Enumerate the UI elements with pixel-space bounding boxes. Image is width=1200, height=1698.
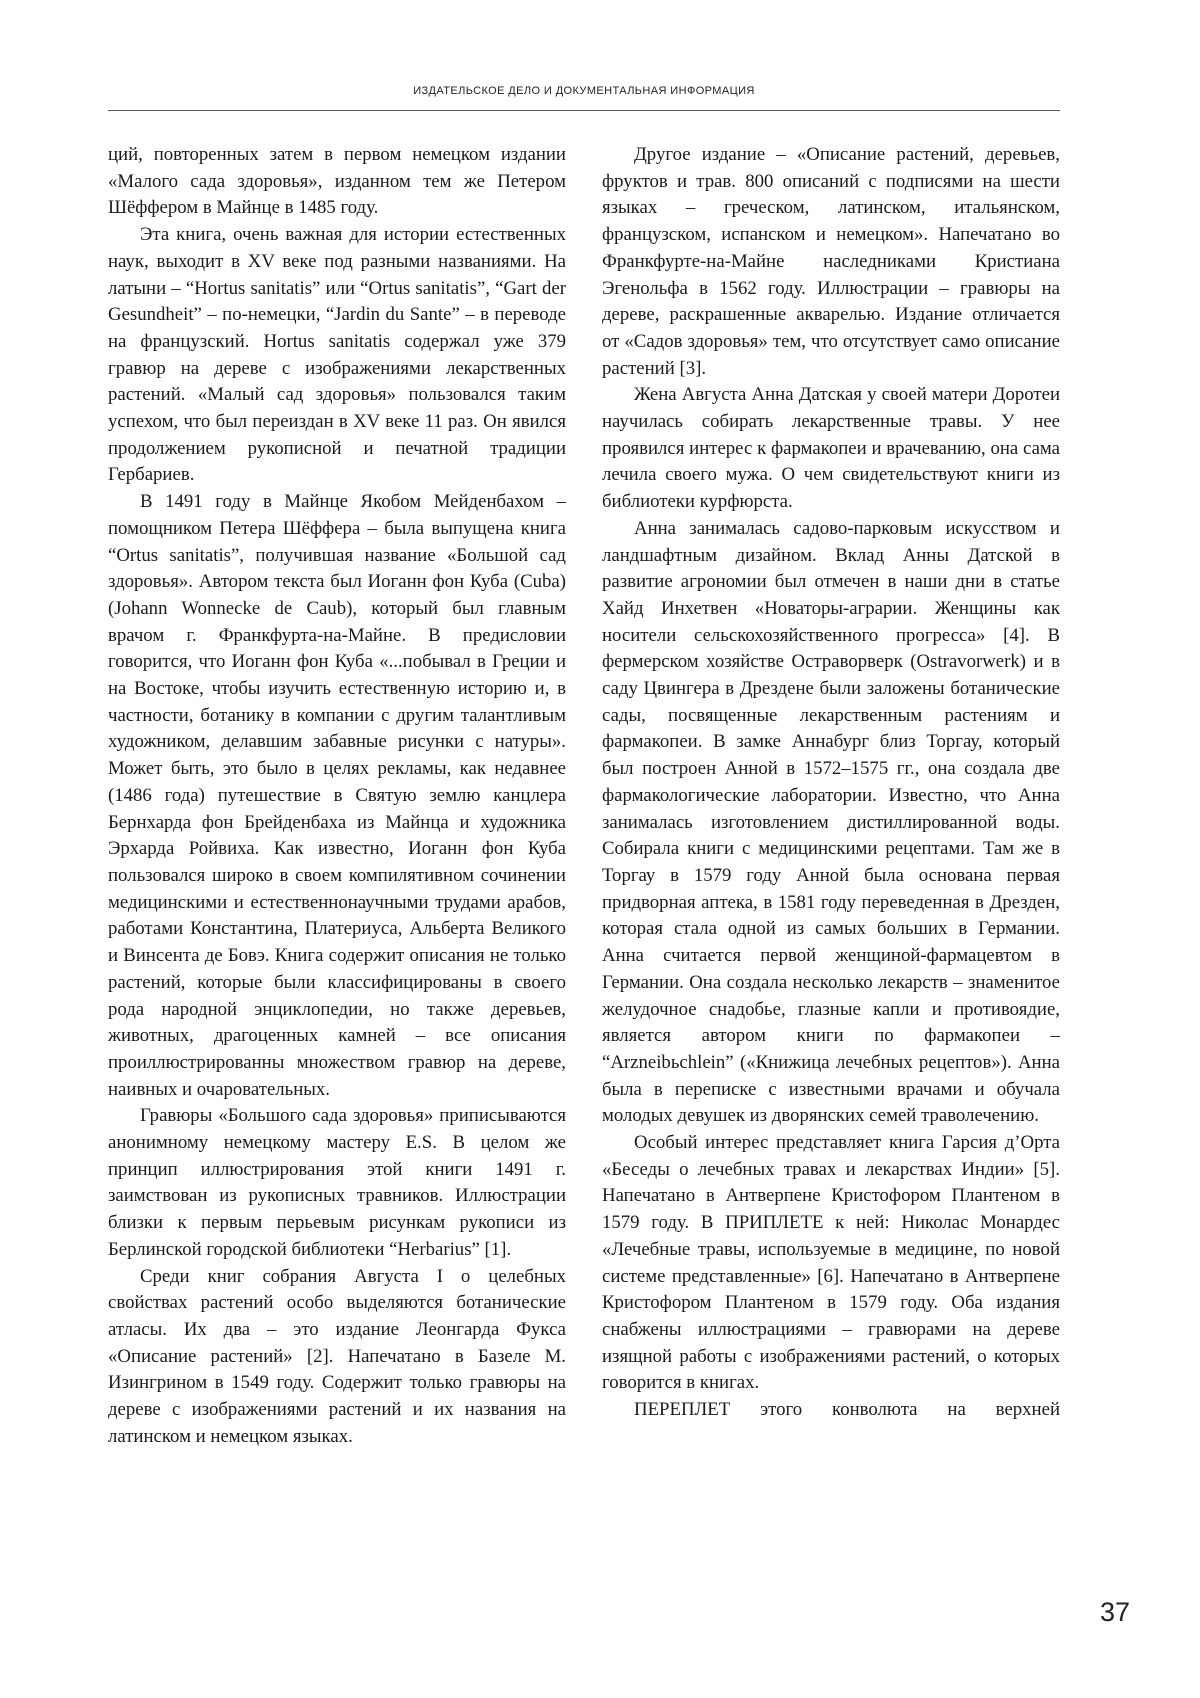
- left-paragraph-2: Эта книга, очень важная для истории естественных наук, выходит в XV веке под разными названиями. На латыни – “Hortus sanitatis” или “Ortus sanitatis”, “Gart der Gesundheit” – по-немецки, “Jardin du Sante” – в переводе на французский. Hortus sanitatis содержал уже 379 гравюр на дереве с изображениями лекарственных растений. «Малый сад здоровья» пользовался таким успехом, что был переиздан в XV веке 11 раз. Он явился продолжением рукописной и печатной традиции Гербариев.: [108, 224, 566, 486]
- left-paragraph-5: Среди книг собрания Августа I о целебных свойствах растений особо выделяются ботанические атласы. Их два – это издание Леонгарда Фукса «Описание растений» [2]. Напечатано в Базеле М. Изингрином в 1549 году. Содержит только гравюры на дереве с изображениями растений и их названия на латинском и немецком языках.: [108, 1265, 566, 1447]
- running-header-title: ИЗДАТЕЛЬСКОЕ ДЕЛО И ДОКУМЕНТАЛЬНАЯ ИНФОРМАЦИЯ: [413, 85, 755, 97]
- left-paragraph-3: В 1491 году в Майнце Якобом Мейденбахом – помощником Петера Шёффера – была выпущена книга “Ortus sanitatis”, получившая название «Большой сад здоровья». Автором текста был Иоганн фон Куба (Cuba) (Johann Wonnecke de Caub), который был главным врачом г. Франкфурта-на-Майне. В предисловии говорится, что Иоганн фон Куба «...побывал в Греции и на Востоке, чтобы изучить естественную историю и, в частности, ботанику в компании с другим талантливым художником, делавшим забавные рисунки с натуры». Может быть, это было в целях рекламы, как недавнее (1486 года) путешествие в Святую землю канцлера Бернхарда фон Брейденбаха из Майнца и художника Эрхарда Ройвиха. Как известно, Иоганн фон Куба пользовался широко в своем компилятивном сочинении медицинскими и естественнонаучными трудами арабов, работами Константина, Платериуса, Альберта Великого и Винсента де Бовэ. Книга содержит описания не только растений, которые были классифицированы в своего рода народной энциклопедии, но также деревьев, животных, драгоценных камней – все описания проиллюстрированны множеством гравюр на дереве, наивных и очаровательных.: [108, 491, 566, 1100]
- right-paragraph-4: Особый интерес представляет книга Гарсия д’Орта «Беседы о лечебных травах и лекарствах Индии» [5]. Напечатано в Антверпене Кристофором Плантеном в 1579 году. В ПРИПЛЕТЕ к ней: Николас Монардес «Лечебные травы, используемые в медицине, по новой системе представленные» [6]. Напечатано в Антверпене Кристофором Плантеном в 1579 году. Оба издания снабжены иллюстрациями – гравюрами на дереве изящной работы с изображениями растений, о которых говорится в книгах.: [602, 1132, 1060, 1394]
- left-paragraph-1: ций, повторенных затем в первом немецком издании «Малого сада здоровья», изданном тем же Петером Шёффером в Майнце в 1485 году.: [108, 144, 566, 219]
- left-column: [108, 142, 566, 1450]
- right-column: [602, 142, 1060, 1424]
- right-paragraph-5: ПЕРЕПЛЕТ этого конволюта на верхней: [634, 1399, 1060, 1421]
- header-divider: [108, 110, 1060, 111]
- right-paragraph-1: Другое издание – «Описание растений, деревьев, фруктов и трав. 800 описаний с подписями на шести языках – греческом, латинском, итальянском, французском, испанском и немецком». Напечатано во Франкфурте-на-Майне наследниками Кристиана Эгенольфа в 1562 году. Иллюстрации – гравюры на дереве, раскрашенные акварелью. Издание отличается от «Садов здоровья» тем, что отсутствует само описание растений [3].: [602, 144, 1060, 379]
- page-number: 37: [1100, 1597, 1131, 1627]
- right-paragraph-3: Анна занималась садово-парковым искусством и ландшафтным дизайном. Вклад Анны Датской в развитие агрономии был отмечен в наши дни в статье Хайд Инхетвен «Новаторы-аграрии. Женщины как носители сельскохозяйственного прогресса» [4]. В фермерском хозяйстве Остраворверк (Ostravorwerk) и в саду Цвингера в Дрездене были заложены ботанические сады, посвященные лекарственным растениям и фармакопеи. В замке Аннабург близ Торгау, который был построен Анной в 1572–1575 гг., она создала две фармакологические лаборатории. Известно, что Анна занималась изготовлением дистиллированной воды. Собирала книги с медицинскими рецептами. Там же в Торгау в 1579 году Анной была основана первая придворная аптека, в 1581 году переведенная в Дрезден, которая стала одной из самых больших в Германии. Анна считается первой женщиной-фармацевтом в Германии. Она создала несколько лекарств – знаменитое желудочное снадобье, глазные капли и противоядие, является автором книги по фармакопеи – “Arzneibьchlein” («Книжица лечебных рецептов»). Анна была в переписке с известными врачами и обучала молодых девушек из дворянских семей траволечению.: [602, 517, 1060, 1127]
- left-paragraph-4: Гравюры «Большого сада здоровья» приписываются анонимному немецкому мастеру E.S. В целом же принцип иллюстрирования этой книги 1491 г. заимствован из рукописных травников. Иллюстрации близки к первым перьевым рисункам рукописи из Берлинской городской библиотеки “Herbarius” [1].: [108, 1105, 566, 1260]
- right-paragraph-2: Жена Августа Анна Датская у своей матери Доротеи научилась собирать лекарственные травы. У нее проявился интерес к фармакопеи и врачеванию, она сама лечила своего мужа. О чем свидетельствуют книги из библиотеки курфюрста.: [602, 384, 1060, 513]
